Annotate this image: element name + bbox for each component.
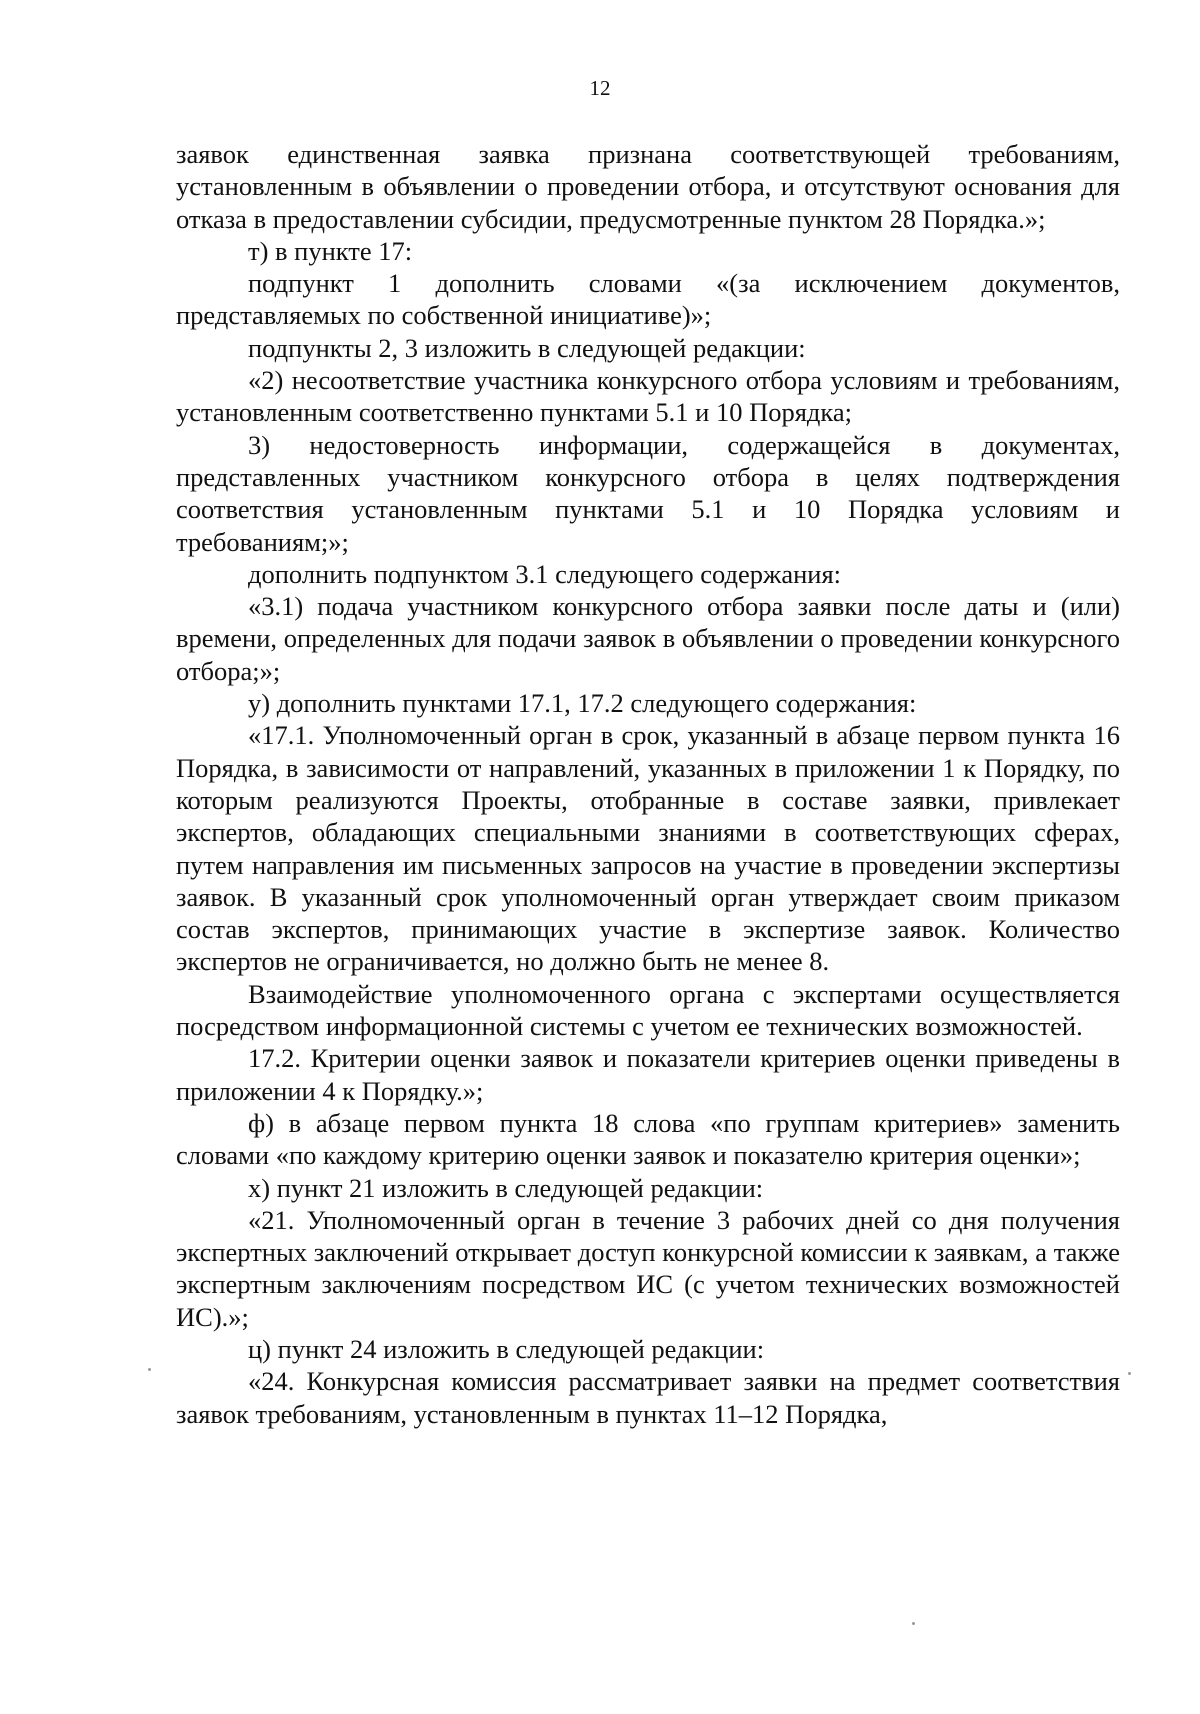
paragraph-item-kh: х) пункт 21 изложить в следующей редакции: — [248, 1172, 764, 1203]
paragraph-continuation: заявок единственная заявка признана соответствующей требованиям, установленным в объявлении о проведении отбора, и отсутствуют основания для отказа в предоставлении субсидии, предусмотренные пунктом 28 Порядка.»; — [176, 139, 1120, 234]
paragraph-quote-21: «21. Уполномоченный орган в течение 3 рабочих дней со дня получения экспертных заключений открывает доступ конкурсной комиссии к заявкам, а также экспертным заключениям посредством ИС (с учетом технических возможностей ИС).»; — [176, 1204, 1120, 1332]
paragraph-quote-24: «24. Конкурсная комиссия рассматривает заявки на предмет соответствия заявок требованиям, установленным в пунктах 11–12 Порядка, — [176, 1366, 1120, 1429]
scan-speck — [1128, 1372, 1131, 1375]
paragraph-interaction: Взаимодействие уполномоченного органа с экспертами осуществляется посредством информационной системы с учетом ее технических возможностей. — [176, 978, 1120, 1042]
document-body — [176, 138, 1120, 1430]
paragraph-item-ts: ц) пункт 24 изложить в следующей редакции: — [248, 1333, 765, 1364]
paragraph-quote-3: 3) недостоверность информации, содержащейся в документах, представленных участником конкурсного отбора в целях подтверждения соответствия установленным пунктами 5.1 и 10 Порядка условиям и требованиям;»; — [176, 429, 1120, 557]
page-number: 12 — [589, 76, 611, 100]
paragraph-quote-3-1: «3.1) подача участником конкурсного отбора заявки после даты и (или) времени, определенных для подачи заявок в объявлении о проведении конкурсного отбора;»; — [176, 591, 1120, 686]
paragraph-item-t: т) в пункте 17: — [248, 235, 413, 266]
paragraph-item-u: у) дополнить пунктами 17.1, 17.2 следующего содержания: — [248, 688, 917, 719]
paragraph-subitem-1: подпункт 1 дополнить словами «(за исключением документов, представляемых по собственной инициативе)»; — [176, 268, 1120, 331]
paragraph-add-3-1: дополнить подпунктом 3.1 следующего содержания: — [248, 558, 842, 589]
paragraph-quote-2: «2) несоответствие участника конкурсного отбора условиям и требованиям, установленным соответственно пунктами 5.1 и 10 Порядка; — [176, 365, 1120, 428]
paragraph-subitems-2-3: подпункты 2, 3 изложить в следующей редакции: — [248, 332, 806, 363]
paragraph-quote-17-1: «17.1. Уполномоченный орган в срок, указанный в абзаце первом пункта 16 Порядка, в зависимости от направлений, указанных в приложении 1 к Порядку, по которым реализуются Проекты, отобранные в составе заявки, привлекает экспертов, обладающих специальными знаниями в соответствующих сферах, путем направления им письменных запросов на участие в проведении экспертизы заявок. В указанный срок уполномоченный орган утверждает своим приказом состав экспертов, принимающих участие в экспертизе заявок. Количество экспертов не ограничивается, но должно быть не менее 8. — [176, 720, 1120, 977]
paragraph-17-2: 17.2. Критерии оценки заявок и показатели критериев оценки приведены в приложении 4 к Порядку.»; — [176, 1043, 1120, 1106]
scan-speck — [912, 1622, 915, 1625]
paragraph-item-f: ф) в абзаце первом пункта 18 слова «по группам критериев» заменить словами «по каждому критерию оценки заявок и показателю критерия оценки»; — [176, 1107, 1120, 1171]
scan-speck — [148, 1368, 151, 1371]
